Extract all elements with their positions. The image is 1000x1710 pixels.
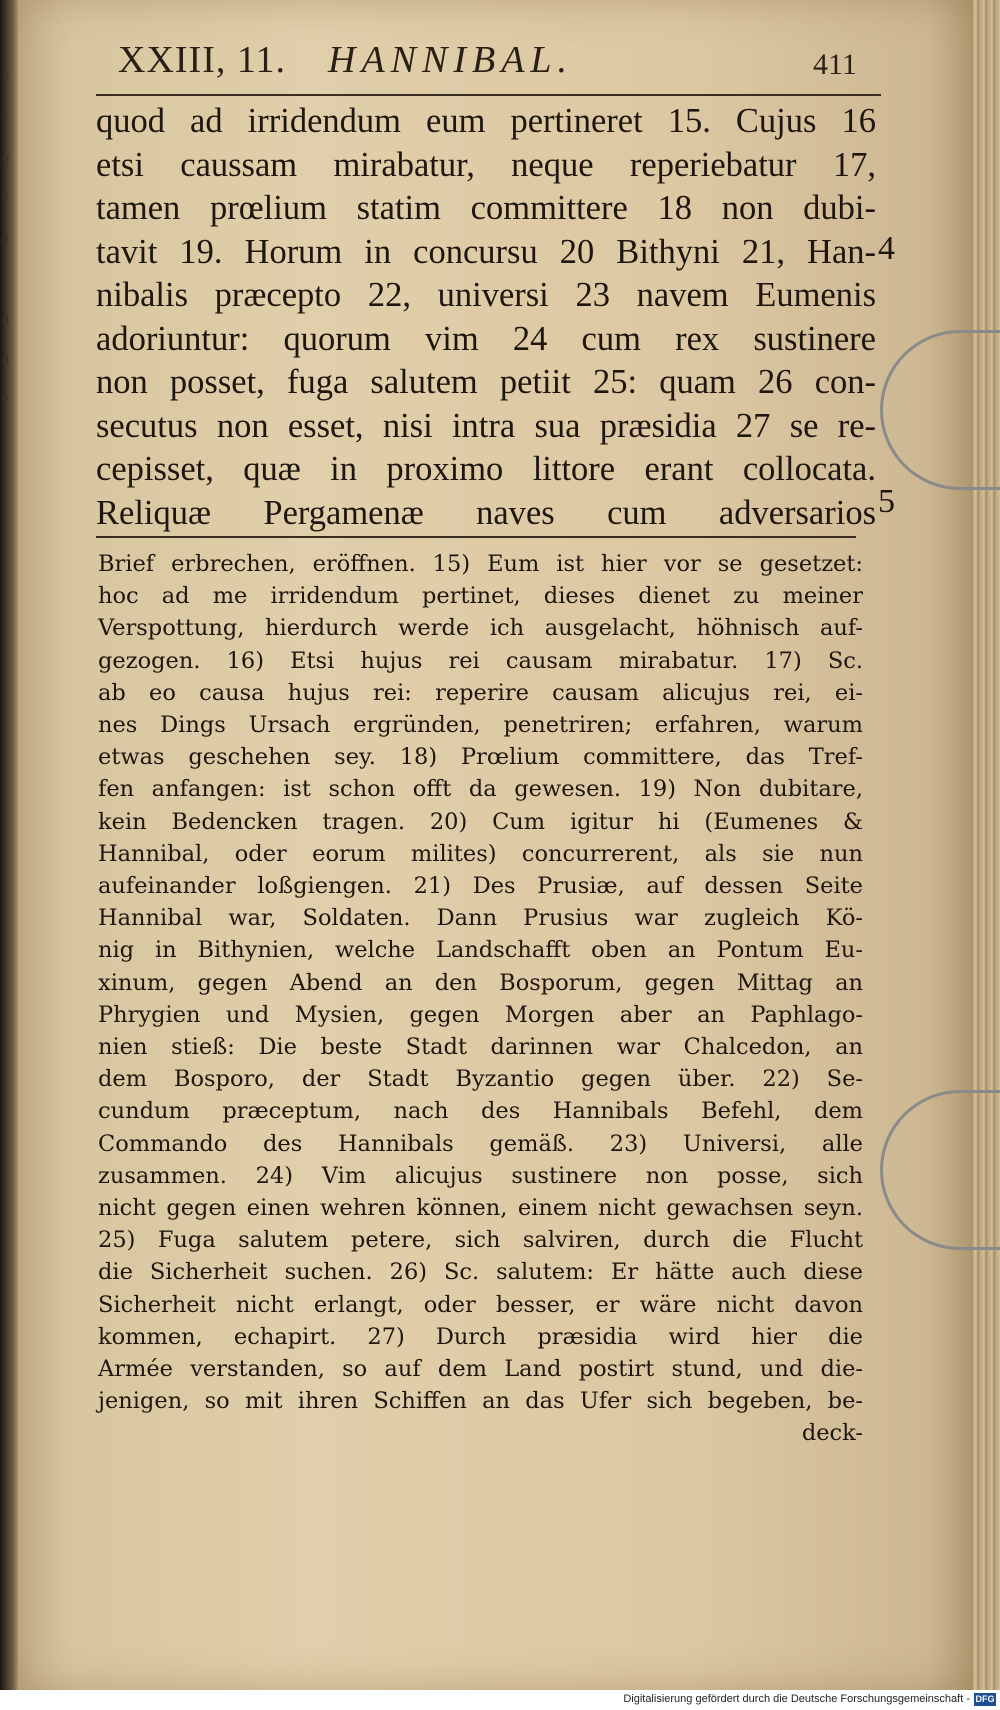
note-line: zusammen. 24) Vim alicujus sustinere non posse, sich — [98, 1162, 863, 1189]
facing-page-letter: u — [2, 311, 9, 326]
main-text-line: adoriuntur: quorum vim 24 cum rex sustinere — [96, 319, 876, 358]
main-text-line: etsi caussam mirabatur, neque reperiebatur 17, — [96, 145, 876, 184]
note-line: jenigen, so mit ihren Schiffen an das Ufer sich begeben, be- — [98, 1388, 863, 1415]
note-line: nes Dings Ursach ergründen, penetriren; erfahren, warum — [98, 712, 863, 739]
facing-page-letter: e — [2, 391, 9, 406]
main-text-line: nibalis præcepto 22, universi 23 navem Eumenis — [96, 276, 876, 314]
note-line: gezogen. 16) Etsi hujus rei causam mirabatur. 17) Sc. — [98, 647, 863, 674]
margin-section-number-4: 4 — [878, 230, 895, 267]
main-text-line: cepisset, quæ in proximo littore erant collocata. — [96, 450, 876, 488]
note-line: nig in Bithynien, welche Landschafft oben an Pontum Eu- — [98, 937, 863, 964]
main-text-line: tamen prœlium statim committere 18 non dubi- — [96, 189, 876, 227]
main-text-line: secutus non esset, nisi intra sua præsidia 27 se re- — [96, 406, 876, 445]
note-line: xinum, gegen Abend an den Bosporum, gegen Mittag an — [98, 969, 863, 996]
facing-page-fragment — [2, 70, 16, 430]
facing-page-letter: c — [2, 191, 9, 206]
note-line: dem Bosporo, der Stadt Byzantio gegen über. 22) Se- — [98, 1066, 863, 1093]
facing-page-letter: a — [2, 231, 9, 246]
note-line: Phrygien und Mysien, gegen Morgen aber an Paphlago- — [98, 1001, 863, 1028]
page-stack-edge — [973, 0, 1000, 1690]
header-rule — [96, 94, 881, 96]
note-line: aufeinander loßgiengen. 21) Des Prusiæ, auf dessen Seite — [98, 873, 863, 900]
book-page — [18, 0, 973, 1690]
latin-main-text — [96, 100, 876, 535]
facing-page-letter: o — [2, 151, 9, 166]
facing-page-letter: n — [2, 351, 9, 366]
main-text-line: quod ad irridendum eum pertineret 15. Cujus 16 — [96, 102, 876, 140]
digitization-footer — [0, 1690, 1000, 1710]
notes-separator-rule — [96, 536, 856, 538]
note-line: nicht gegen einen wehren können, einem nicht gewachsen seyn. — [98, 1195, 863, 1222]
dfg-logo: DFG — [975, 1694, 995, 1704]
note-line: Hannibal, oder eorum milites) concurrerent, als sie nun — [98, 840, 863, 867]
note-line: Commando des Hannibals gemäß. 23) Universi, alle — [98, 1130, 863, 1157]
note-line: Brief erbrechen, eröffnen. 15) Eum ist hier vor se gesetzet: — [98, 551, 863, 577]
page-number: 411 — [813, 48, 857, 81]
note-line: kommen, echapirt. 27) Durch præsidia wird hier die — [98, 1323, 863, 1350]
note-line: die Sicherheit suchen. 26) Sc. salutem: Er hätte auch diese — [98, 1259, 863, 1286]
running-head — [98, 38, 878, 88]
chapter-reference: XXIII, 11. — [118, 39, 286, 81]
note-line: deck- — [801, 1420, 863, 1447]
note-line: Sicherheit nicht erlangt, oder besser, er wäre nicht davon — [98, 1291, 863, 1318]
german-commentary-notes — [98, 548, 863, 1450]
note-line: etwas geschehen sey. 18) Prœlium committere, das Tref- — [98, 744, 863, 771]
running-title: HANNIBAL. — [328, 39, 574, 81]
facing-page-letter: r — [2, 271, 7, 286]
note-line: hoc ad me irridendum pertinet, dieses dienet zu meiner — [98, 583, 863, 610]
facing-page-letter: y — [2, 71, 9, 86]
note-line: Armée verstanden, so auf dem Land postirt stund, und die- — [98, 1356, 863, 1383]
note-line: Verspottung, hierdurch werde ich ausgelacht, höhnisch auf- — [98, 615, 863, 642]
note-line: kein Bedencken tragen. 20) Cum igitur hi (Eumenes & — [98, 808, 863, 835]
main-text-line: tavit 19. Horum in concursu 20 Bithyni 21, Han- — [96, 232, 876, 271]
note-line: Hannibal war, Soldaten. Dann Prusius war zugleich Kö- — [98, 905, 863, 932]
note-line: ab eo causa hujus rei: reperire causam alicujus rei, ei- — [98, 679, 863, 706]
note-line: cundum præceptum, nach des Hannibals Befehl, dem — [98, 1098, 863, 1125]
main-text-line: Reliquæ Pergamenæ naves cum adversarios — [96, 493, 876, 532]
margin-section-number-5: 5 — [878, 483, 895, 520]
note-line: 25) Fuga salutem petere, sich salviren, durch die Flucht — [98, 1227, 863, 1254]
note-line: fen anfangen: ist schon offt da gewesen. 19) Non dubitare, — [98, 776, 863, 803]
note-line: nien stieß: Die beste Stadt darinnen war Chalcedon, an — [98, 1034, 863, 1061]
main-text-line: non posset, fuga salutem petiit 25: quam 26 con- — [96, 363, 876, 401]
funding-credit: Digitalisierung gefördert durch die Deutsche Forschungsgemeinschaft - — [623, 1693, 970, 1705]
facing-page-letter: s — [2, 111, 8, 126]
facing-page-edge — [0, 0, 18, 1690]
